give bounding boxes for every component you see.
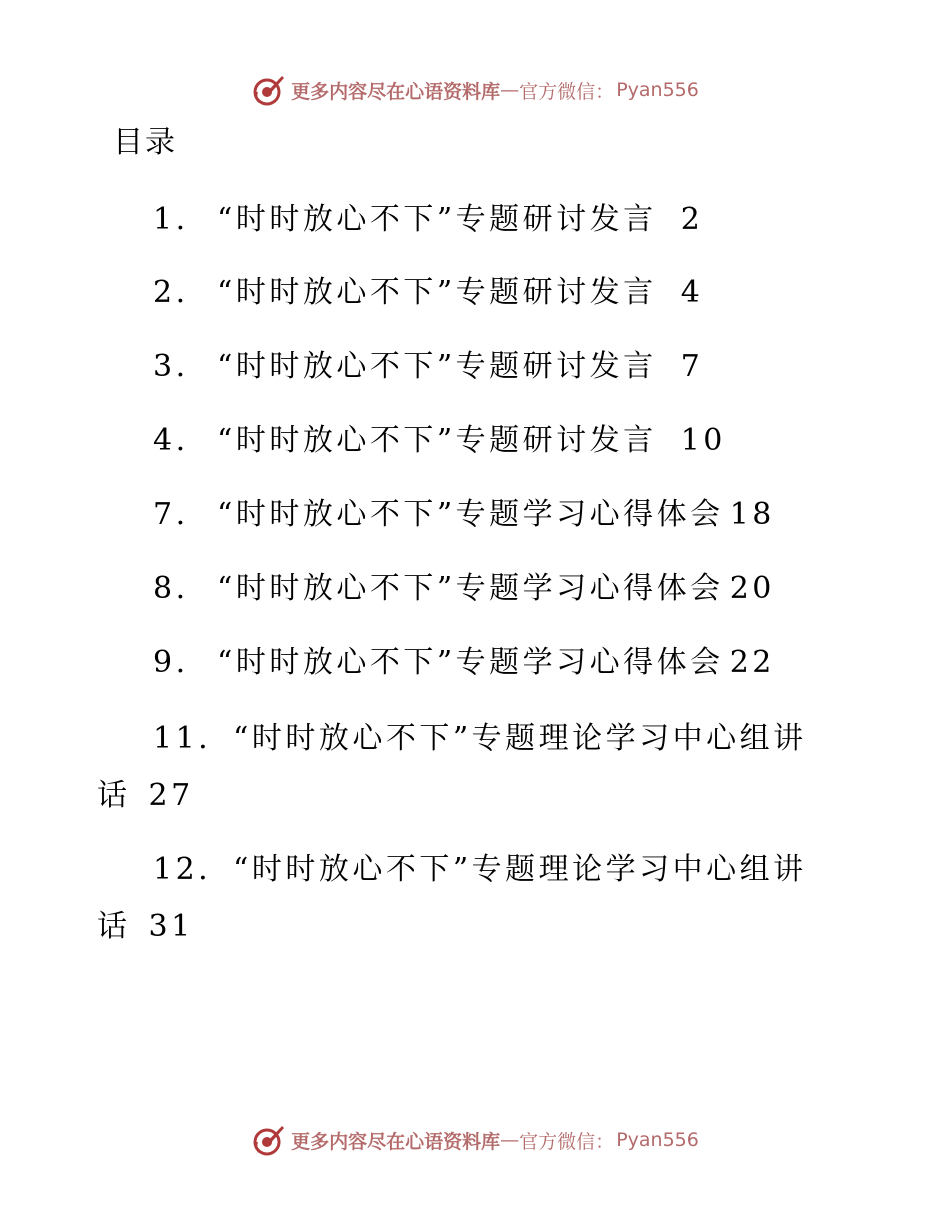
toc-entry — [153, 569, 775, 609]
toc-entry — [153, 347, 703, 387]
toc-entry-title-cont: 话 — [97, 909, 131, 944]
banner-wechat-label: 官方微信： — [519, 80, 615, 103]
banner-slogan: 更多内容尽在心语资料库 — [291, 80, 501, 103]
toc-entry — [153, 421, 726, 461]
toc-entry-continuation — [97, 776, 194, 816]
toc-entry — [153, 643, 775, 683]
toc-entry-page: 2 — [680, 202, 704, 237]
banner-wechat-id: Pyan556 — [616, 79, 699, 101]
toc-entry — [153, 273, 703, 313]
footer-banner — [0, 1120, 950, 1160]
toc-entry-page: 20 — [729, 571, 775, 606]
toc-entry-title: “时时放心不下”专题学习心得体会 — [217, 645, 724, 680]
toc-entry — [153, 495, 775, 535]
banner-wechat-label: 官方微信： — [519, 1130, 615, 1153]
toc-entry-page: 27 — [148, 778, 194, 813]
toc-entry-title: “时时放心不下”专题研讨发言 — [217, 423, 657, 458]
toc-entry-title: “时时放心不下”专题理论学习中心组讲 — [233, 852, 807, 887]
toc-entry-title-cont: 话 — [97, 778, 131, 813]
quill-logo-icon — [251, 1122, 287, 1158]
toc-entry-page: 4 — [680, 275, 704, 310]
toc-entry-number: 11. — [153, 721, 212, 756]
banner-separator: — — [500, 79, 520, 101]
toc-entry-title: “时时放心不下”专题研讨发言 — [217, 202, 657, 237]
quill-logo-icon — [251, 72, 287, 108]
toc-entry — [153, 850, 807, 890]
banner-slogan: 更多内容尽在心语资料库 — [291, 1130, 501, 1153]
banner-content — [251, 72, 699, 108]
header-banner — [0, 70, 950, 110]
toc-entry-title: “时时放心不下”专题研讨发言 — [217, 275, 657, 310]
toc-entry-number: 7. — [153, 497, 189, 532]
toc-entry-title: “时时放心不下”专题学习心得体会 — [217, 571, 724, 606]
toc-entry-number: 1. — [153, 202, 189, 237]
toc-entry-page: 7 — [680, 349, 704, 384]
toc-entry-title: “时时放心不下”专题理论学习中心组讲 — [233, 721, 807, 756]
toc-entry-page: 22 — [729, 645, 775, 680]
toc-entry — [153, 719, 807, 759]
banner-separator: — — [500, 1129, 520, 1151]
toc-entry-page: 10 — [680, 423, 726, 458]
toc-entry — [153, 200, 703, 240]
toc-entry-continuation — [97, 907, 194, 947]
toc-entry-number: 9. — [153, 645, 189, 680]
toc-entry-number: 2. — [153, 275, 189, 310]
toc-title: 目录 — [113, 125, 177, 160]
banner-content — [251, 1122, 699, 1158]
banner-wechat-id: Pyan556 — [616, 1129, 699, 1151]
toc-entry-number: 12. — [153, 852, 212, 887]
toc-entry-title: “时时放心不下”专题研讨发言 — [217, 349, 657, 384]
toc-entry-page: 18 — [729, 497, 775, 532]
toc-entry-number: 8. — [153, 571, 189, 606]
toc-entry-number: 4. — [153, 423, 189, 458]
toc-entry-number: 3. — [153, 349, 189, 384]
toc-entry-title: “时时放心不下”专题学习心得体会 — [217, 497, 724, 532]
toc-entry-page: 31 — [148, 909, 194, 944]
